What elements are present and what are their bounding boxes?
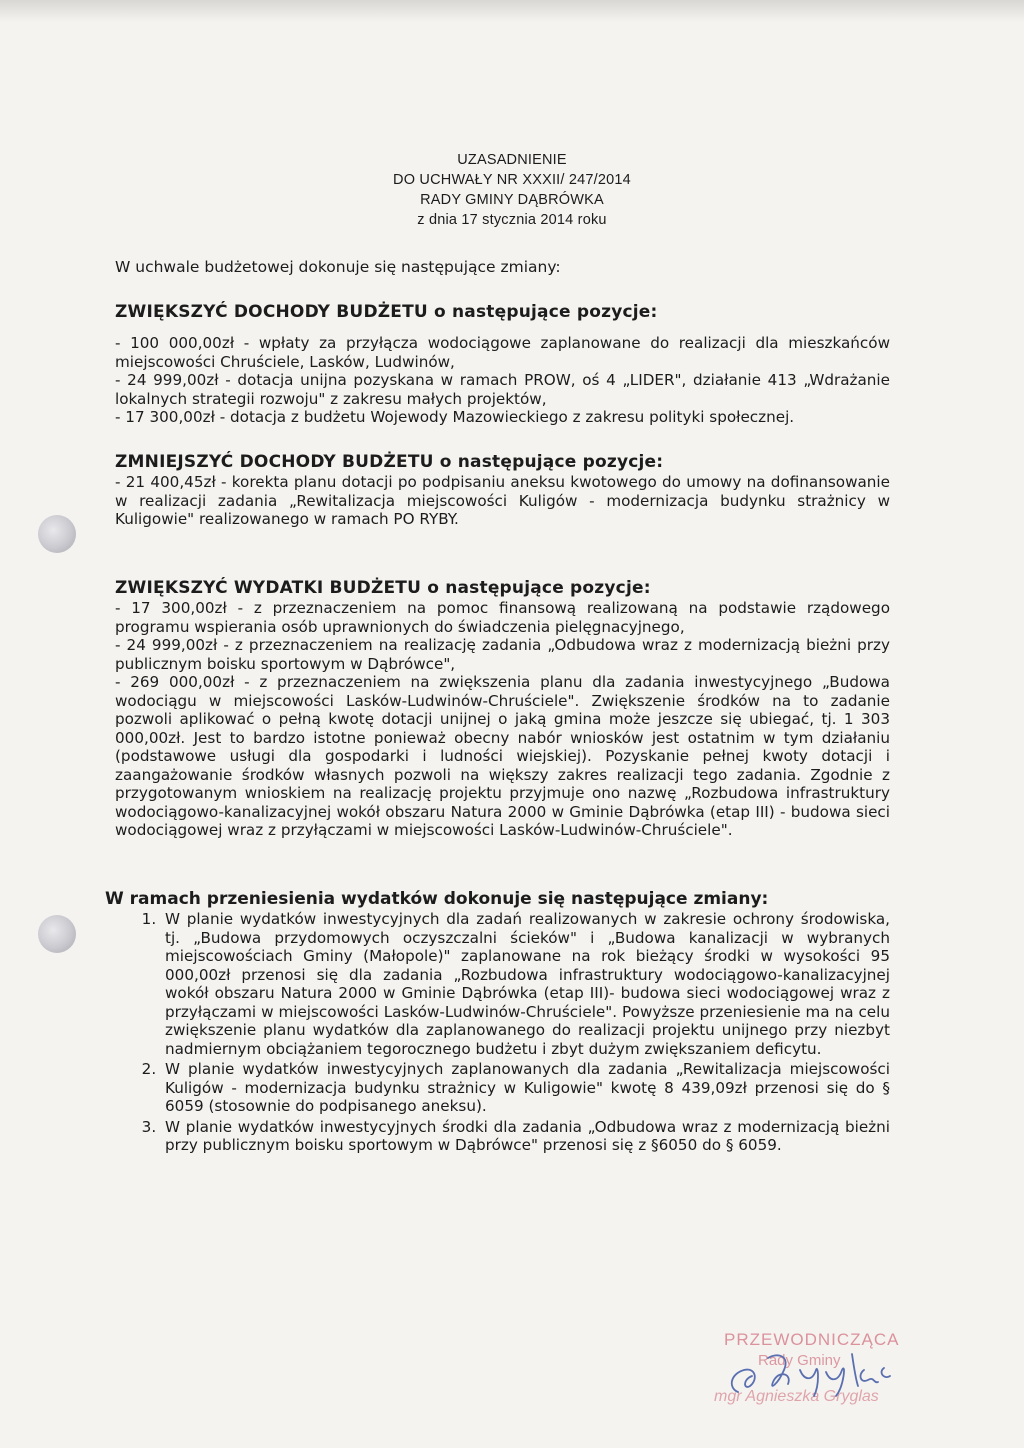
section-increase-expenses [115, 579, 890, 840]
section-heading: ZWIĘKSZYĆ DOCHODY BUDŻETU o następujące pozycje: [115, 301, 658, 322]
section-heading: ZMNIEJSZYĆ DOCHODY BUDŻETU o następujące pozycje: [115, 451, 664, 472]
doc-title: UZASADNIENIE [457, 152, 567, 168]
document-header [0, 150, 1024, 230]
punch-hole-icon [38, 515, 76, 553]
list-item: - 17 300,00zł - dotacja z budżetu Wojewody Mazowieckiego z zakresu polityki społecznej. [115, 408, 795, 426]
signature-icon [708, 1340, 908, 1410]
stamp-name: mgr Agnieszka Gryglas [714, 1388, 879, 1405]
transfer-list [115, 910, 890, 1155]
document-body [105, 258, 890, 1181]
list-item: 3. W planie wydatków inwestycyjnych środki dla zadania „Odbudowa wraz z modernizacją bieżni przy publicznym boisku sportowym w Dąbrówce" przenosi się z §6050 do § 6059. [161, 1118, 890, 1155]
list-item: - 21 400,45zł - korekta planu dotacji po podpisaniu aneksu kwotowego do umowy na dofinansowanie w realizacji zadania „Rewitalizacja miejscowości Kuligów - modernizacja budynku strażnicy w Kuligowie" realizowanego w ramach PO RYBY. [115, 473, 890, 528]
intro-text: W uchwale budżetowej dokonuje się następujące zmiany: [115, 258, 561, 276]
doc-resolution-number: DO UCHWAŁY NR XXXII/ 247/2014 [393, 172, 631, 188]
section-transfers [105, 888, 890, 1155]
list-item: - 100 000,00zł - wpłaty za przyłącza wodociągowe zaplanowane do realizacji dla mieszkańców miejscowości Chruściele, Lasków, Ludwinów, [115, 334, 890, 371]
section-heading: ZWIĘKSZYĆ WYDATKI BUDŻETU o następujące pozycje: [115, 577, 651, 598]
list-item: 1. W planie wydatków inwestycyjnych dla zadań realizowanych w zakresie ochrony środowiska, tj. „Budowa przydomowych oczyszczalni ścieków" i „Budowa kanalizacji w wybranych miejscowościach Gminy (Małopole)" zaplanowane na rok bieżący środki w wysokości 95 000,00zł przenosi się dla zadania „Rozbudowa infrastruktury wodociągowo-kanalizacyjnej wokół obszaru Natura 2000 w Gminie Dąbrówka (etap III)- budowa sieci wodociągowej wraz z przyłączami w miejscowości Lasków-Ludwinów-Chruściele". Powyższe przeniesienie ma na celu zwiększenie planu wydatków dla zaplanowanego do realizacji projektu unijnego przy niezbyt nadmiernym obciążaniem tegorocznego budżetu i zbyt dużym zwiększaniem deficytu. [161, 910, 890, 1058]
list-item: - 269 000,00zł - z przeznaczeniem na zwiększenia planu dla zadania inwestycyjnego „Budowa wodociągu w miejscowości Lasków-Ludwinów-Chruściele". Zwiększenie środków na to zadanie pozwoli aplikować o pełną kwotę dotacji unijnej o jaką gmina może jeszcze się ubiegać, tj. 1 303 000,00zł. Jest to bardzo istotne ponieważ obecny nabór wniosków jest ostatnim w tym działaniu (podstawowe usługi dla gospodarki i ludności wiejskiej). Pozyskanie pełnej kwoty dotacji i zaangażowanie środków własnych pozwoli na większy zakres realizacji tego zadania. Zgodnie z przygotowanym wnioskiem na realizację projektu przyjmuje ono nazwę „Rozbudowa infrastruktury wodociągowo-kanalizacyjnej wokół obszaru Natura 2000 w Gminie Dąbrówka (etap III) - budowa sieci wodociągowej wraz z przyłączami w miejscowości Lasków-Ludwinów-Chruściele". [115, 673, 890, 839]
list-item: - 17 300,00zł - z przeznaczeniem na pomoc finansową realizowaną na podstawie rządowego programu wspierania osób uprawnionych do świadczenia pielęgnacyjnego, [115, 599, 890, 636]
doc-council-name: RADY GMINY DĄBRÓWKA [420, 192, 604, 208]
list-item: 2. W planie wydatków inwestycyjnych zaplanowanych dla zadania „Rewitalizacja miejscowości Kuligów - modernizacja budynku strażnicy w Kuligowie" kwotę 8 439,09zł przenosi się do § 6059 (stosownie do podpisanego aneksu). [161, 1060, 890, 1116]
scan-shadow [0, 0, 1024, 22]
section-heading: W ramach przeniesienia wydatków dokonuje się następujące zmiany: [105, 888, 769, 909]
doc-date: z dnia 17 stycznia 2014 roku [417, 212, 607, 228]
stamp-subtitle: Rady Gminy [758, 1352, 841, 1369]
list-item: - 24 999,00zł - z przeznaczeniem na realizację zadania „Odbudowa wraz z modernizacją bieżni przy publicznym boisku sportowym w Dąbrówce", [115, 636, 890, 673]
list-item: - 24 999,00zł - dotacja unijna pozyskana w ramach PROW, oś 4 „LIDER", działanie 413 „Wdrażanie lokalnych strategii rozwoju" z zakresu małych projektów, [115, 371, 890, 408]
chairperson-stamp [700, 1322, 930, 1432]
section-decrease-income [115, 453, 890, 529]
section-increase-income [115, 303, 890, 427]
punch-hole-icon [38, 915, 76, 953]
stamp-title: PRZEWODNICZĄCA [724, 1330, 900, 1349]
